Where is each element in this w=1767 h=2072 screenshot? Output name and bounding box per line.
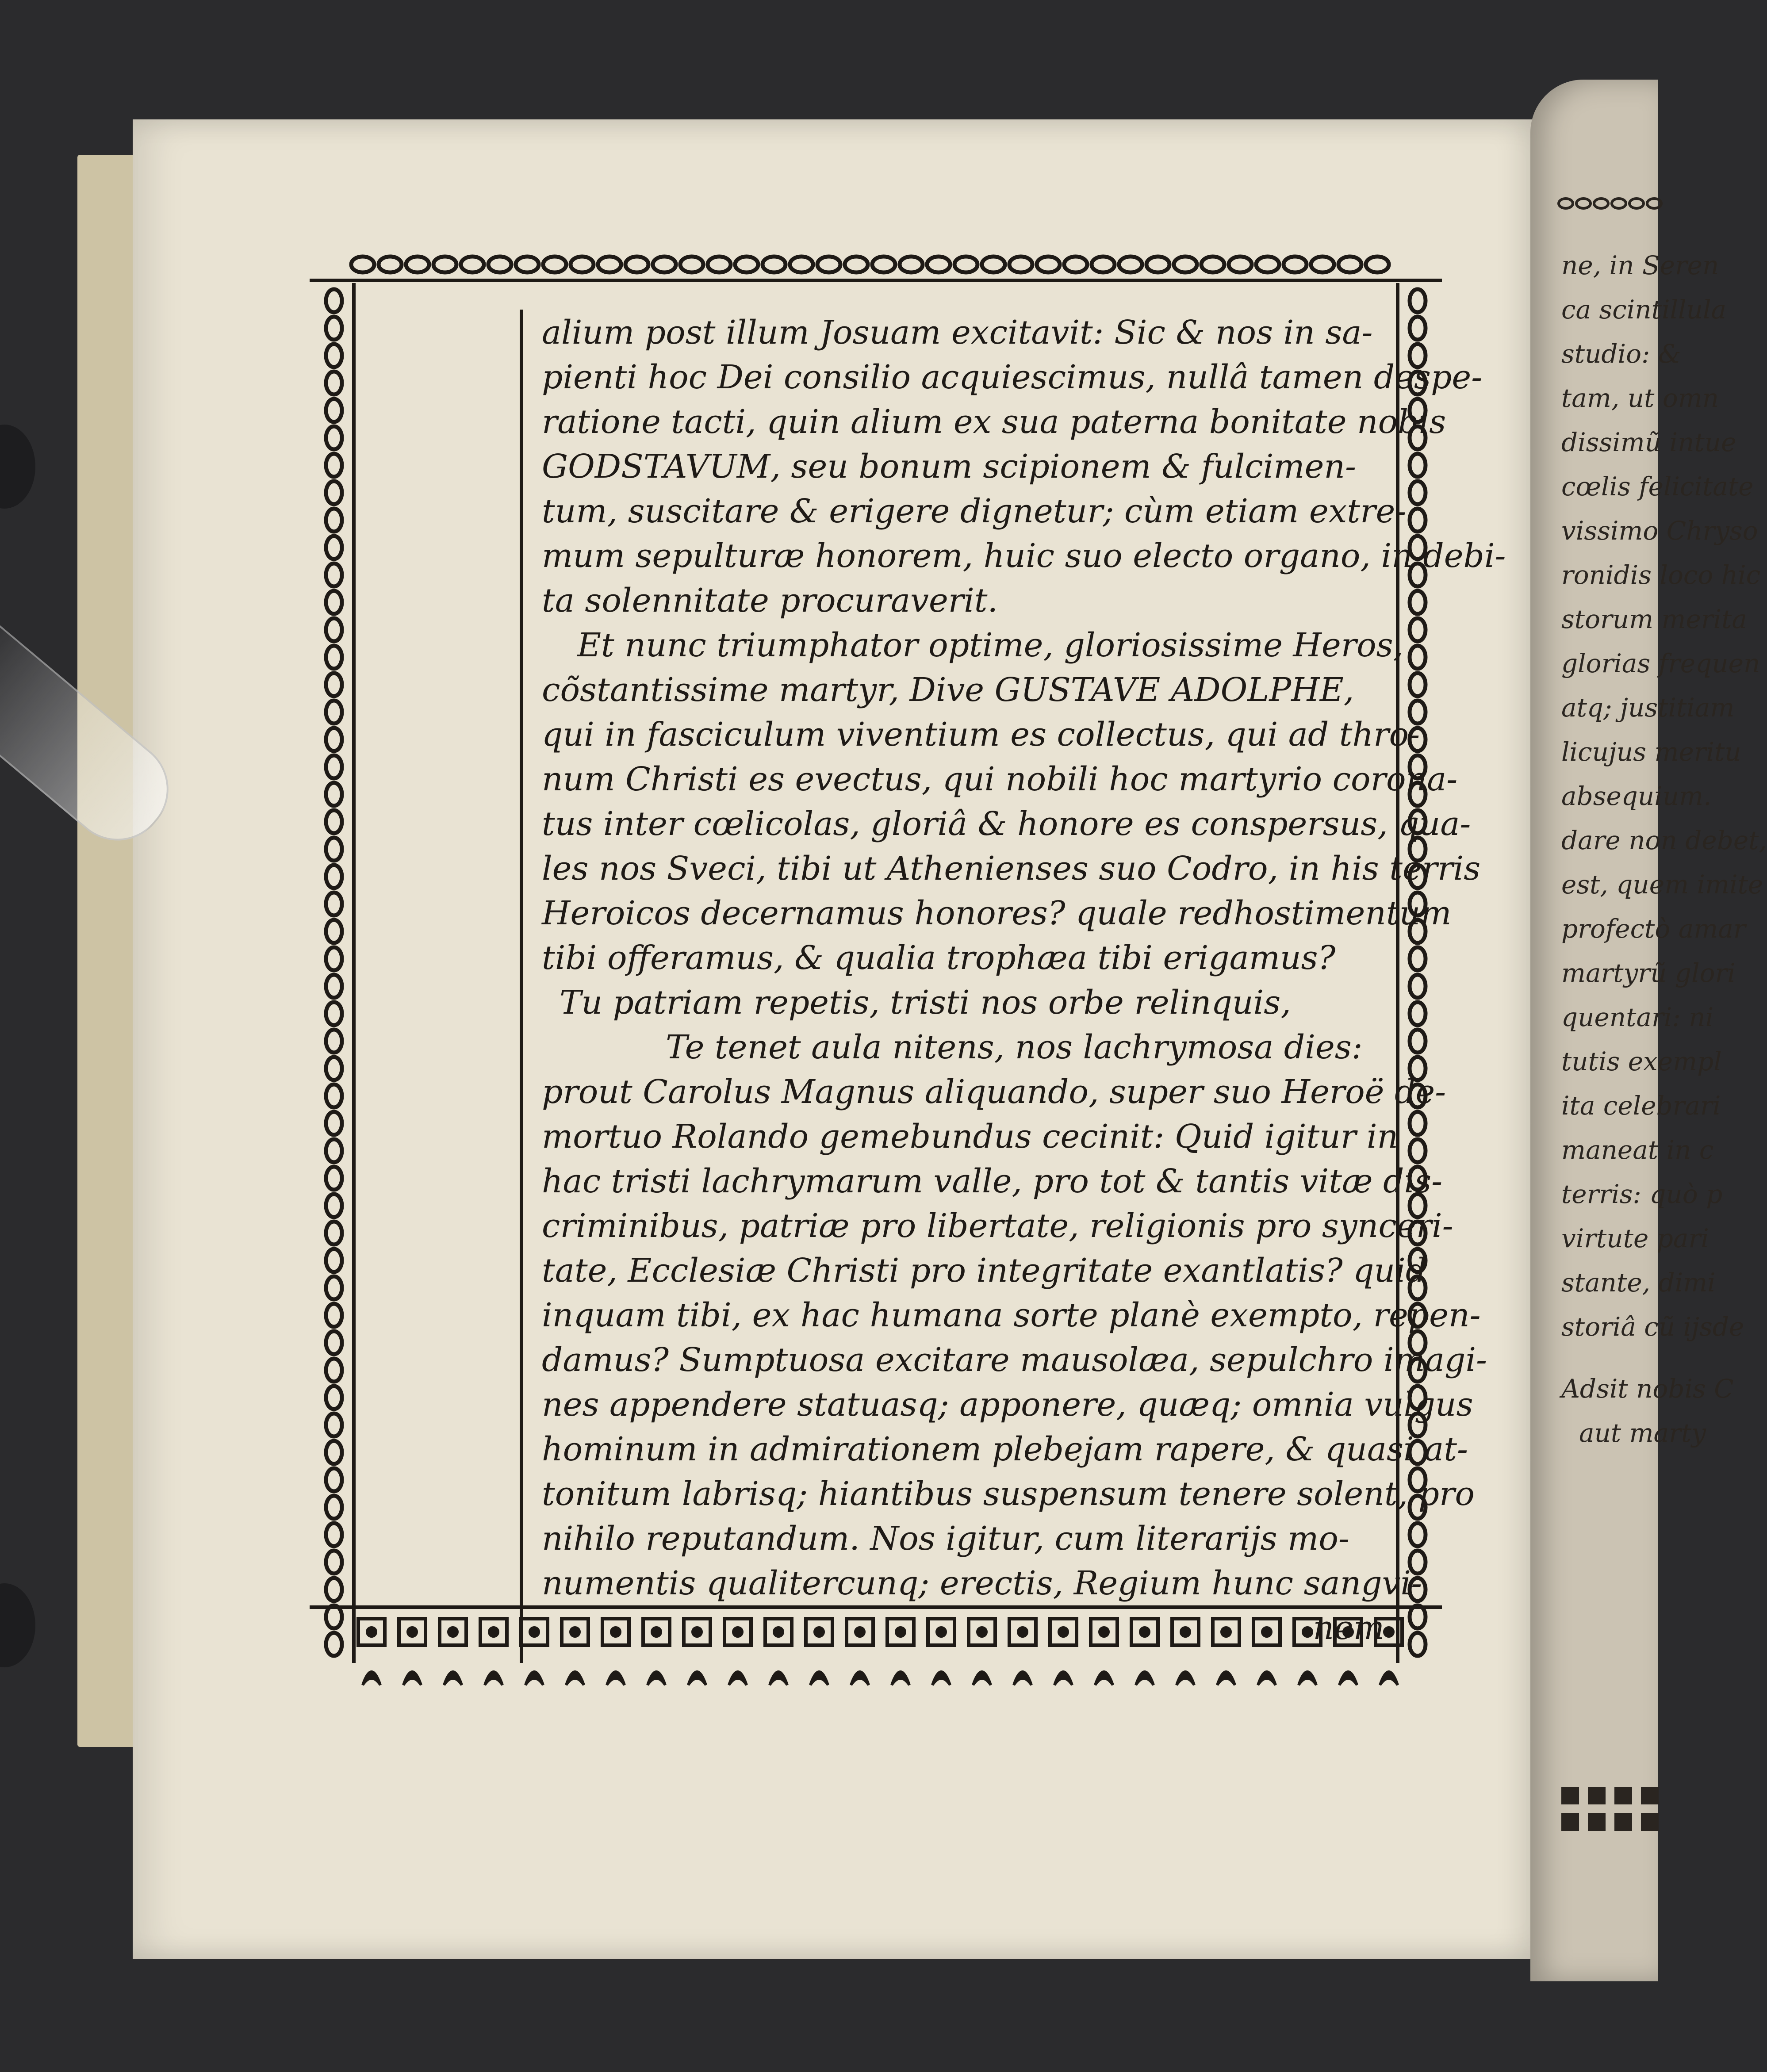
facing-text-line: ne, in Seren: [1561, 250, 1719, 280]
facing-text-line: storum merita: [1561, 604, 1747, 634]
facing-text-line: ronidis loco hic: [1561, 560, 1761, 590]
facing-text-line: glorias frequen: [1561, 648, 1760, 678]
facing-text-line: ca scintillula: [1561, 295, 1727, 325]
facing-text-line: maneat in c: [1561, 1135, 1714, 1165]
text-line: nem: [1313, 1609, 1384, 1647]
text-line: ta solennitate procuraverit.: [542, 582, 998, 620]
facing-text-line: aut marty: [1579, 1418, 1706, 1448]
text-line: pienti hoc Dei consilio acquiescimus, nullâ tamen despe-: [542, 358, 1483, 396]
facing-text-line: vissimo Chryso: [1561, 516, 1758, 546]
facing-page: [1530, 80, 1767, 1981]
text-line: Tu patriam repetis, tristi nos orbe relinquis,: [560, 984, 1291, 1022]
text-line: ratione tacti, quin alium ex sua paterna bonitate nobis: [542, 403, 1446, 441]
text-line: inquam tibi, ex hac humana sorte planè exempto, repen-: [542, 1296, 1481, 1334]
facing-text-line: martyrũ glori: [1561, 958, 1736, 988]
column-rule: [520, 310, 523, 1663]
top-border-ornament: [310, 248, 1442, 296]
text-line: cõstantissime martyr, Dive GUSTAVE ADOLPHE,: [542, 671, 1354, 709]
latin-text-body: [542, 312, 1506, 1661]
text-line: tibi offeramus, & qualia trophæa tibi erigamus?: [542, 939, 1336, 977]
text-line: hominum in admirationem plebejam rapere, & quasi at-: [542, 1430, 1468, 1468]
text-line: tate, Ecclesiæ Christi pro integritate exantlatis? quid: [542, 1252, 1427, 1290]
facing-text-line: ita celebrari: [1561, 1091, 1721, 1121]
facing-text-line: dare non debet,: [1561, 825, 1767, 855]
facing-text-line: studio: &: [1561, 339, 1681, 369]
facing-text-line: tutis exempl: [1561, 1046, 1722, 1076]
facing-text-line: Adsit nobis C: [1561, 1374, 1734, 1404]
facing-text-line: cœlis felicitate: [1561, 471, 1754, 502]
text-line: prout Carolus Magnus aliquando, super suo Heroë de-: [542, 1073, 1446, 1111]
facing-text-line: atq; justitiam: [1561, 693, 1735, 723]
left-border-ornament: [310, 248, 358, 1707]
text-line: tonitum labrisq; hiantibus suspensum tenere solent, pro: [542, 1475, 1475, 1513]
text-line: alium post illum Josuam excitavit: Sic & nos in sa-: [542, 314, 1373, 352]
text-line: nihilo reputandum. Nos igitur, cum literarijs mo-: [542, 1520, 1349, 1558]
facing-text-line: quentari: ni: [1561, 1002, 1714, 1032]
text-line: qui in fasciculum viventium es collectus, qui ad thro-: [542, 716, 1420, 754]
text-line: hac tristi lachrymarum valle, pro tot & tantis vitæ dis-: [542, 1162, 1443, 1200]
facing-text-line: dissimũ intue: [1561, 427, 1736, 457]
facing-text-line: terris: quò p: [1561, 1179, 1723, 1209]
facing-text-line: absequium.: [1561, 781, 1712, 811]
text-line: les nos Sveci, tibi ut Athenienses suo Codro, in his terris: [542, 850, 1481, 888]
facing-text-line: stante, dimi: [1561, 1268, 1716, 1298]
facing-text-line: virtute pari: [1561, 1223, 1709, 1253]
facing-bottom-ornament: [1557, 1782, 1663, 1835]
facing-text-line: storiâ cũ ijsde: [1561, 1312, 1744, 1342]
text-line: mortuo Rolando gemebundus cecinit: Quid igitur in: [542, 1118, 1399, 1156]
text-line: numentis qualitercunq; erectis, Regium hunc sangvi-: [542, 1564, 1422, 1602]
text-line: nes appendere statuasq; apponere, quæq; omnia vulgus: [542, 1386, 1473, 1424]
text-line: Heroicos decernamus honores? quale redhostimentum: [542, 894, 1452, 932]
facing-top-ornament: [1557, 195, 1663, 212]
text-line: mum sepulturæ honorem, huic suo electo organo, in debi-: [542, 537, 1506, 575]
facing-text-line: licujus meritu: [1561, 737, 1741, 767]
text-line: num Christi es evectus, qui nobili hoc martyrio corona-: [542, 760, 1458, 798]
text-line: Te tenet aula nitens, nos lachrymosa dies:: [666, 1028, 1363, 1066]
text-line: tum, suscitare & erigere dignetur; cùm etiam extre-: [542, 492, 1407, 530]
text-line: criminibus, patriæ pro libertate, religionis pro synceri-: [542, 1207, 1453, 1245]
text-line: GODSTAVUM, seu bonum scipionem & fulcimen-: [542, 448, 1357, 486]
text-line: damus? Sumptuosa excitare mausolæa, sepulchro imagi-: [542, 1341, 1487, 1379]
text-line: tus inter cœlicolas, gloriâ & honore es conspersus, qua-: [542, 805, 1471, 843]
facing-text-line: profectò amar: [1561, 914, 1746, 944]
facing-text-line: tam, ut omn: [1561, 383, 1719, 413]
facing-text-line: est, quem imite: [1561, 869, 1763, 900]
text-line: Et nunc triumphator optime, gloriosissime Heros,: [577, 626, 1404, 664]
